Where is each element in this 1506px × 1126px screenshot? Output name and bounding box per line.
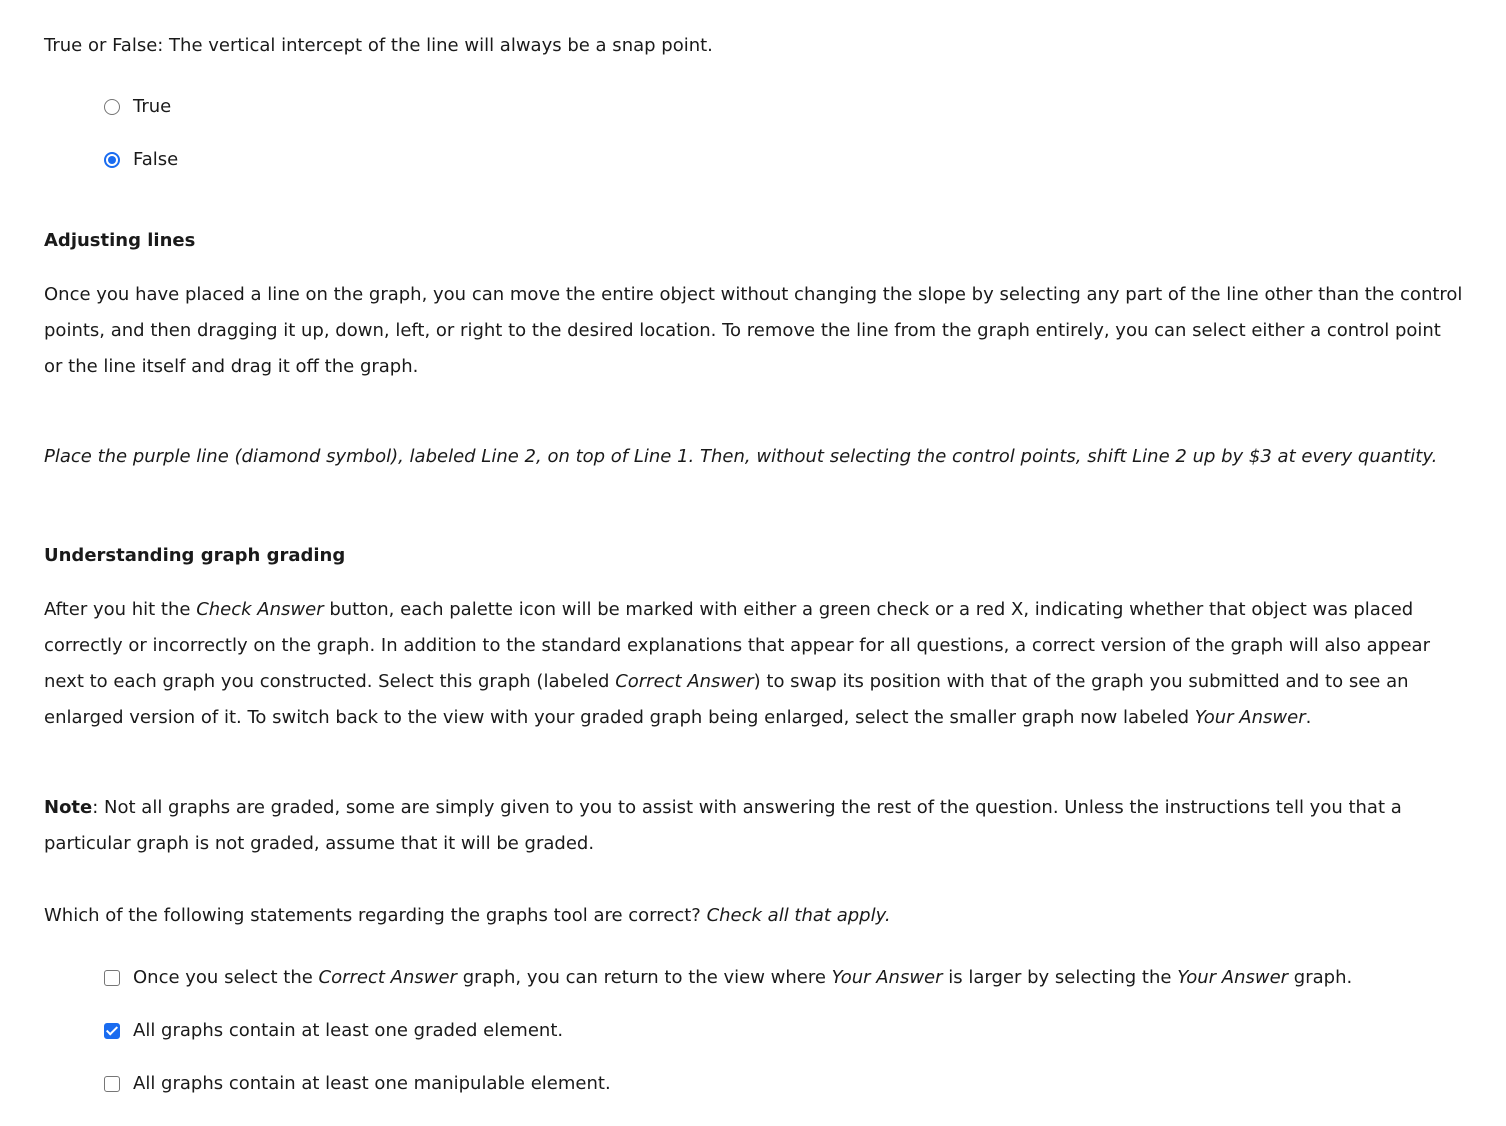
q2-option-1[interactable] — [104, 960, 1352, 996]
option-label: False — [133, 149, 179, 170]
note-label: Note — [44, 797, 93, 818]
q1-option-false[interactable] — [104, 142, 178, 178]
text: ) to swap its position with that of the graph you submitted and to see an enlarged version of it. To switch back to the view with your graded graph being enlarged, select the smaller graph now labeled — [44, 671, 1409, 728]
note-paragraph — [44, 790, 1464, 862]
option-label: Once you select the Correct Answer graph, you can return to the view where Your Answer is larger by selecting the Your Answer graph. — [133, 967, 1353, 988]
q1-option-true[interactable] — [104, 89, 171, 125]
question-text: Which of the following statements regarding the graphs tool are correct? — [44, 905, 707, 926]
section-heading-adjusting-lines: Adjusting lines — [44, 230, 196, 251]
option-label: All graphs contain at least one manipulable element. — [133, 1073, 611, 1094]
grading-paragraph — [44, 592, 1464, 736]
option-label: True — [133, 96, 172, 117]
checkbox-checked[interactable] — [104, 1023, 120, 1039]
q2-option-2[interactable] — [104, 1013, 563, 1049]
text: button, each palette icon will be marked with either a green check or a red X, indicating whether that object was placed correctly or incorrectly on the graph. In addition to the standard explanations that appear for all questions, a correct version of the graph will also appear next to each graph you constructed. Select this graph (labeled — [44, 599, 1430, 692]
text: After you hit the — [44, 599, 197, 620]
q2-option-3[interactable] — [104, 1066, 611, 1102]
option-label: All graphs contain at least one graded element. — [133, 1020, 564, 1041]
section-heading-graph-grading: Understanding graph grading — [44, 545, 346, 566]
note-text: : Not all graphs are graded, some are simply given to you to assist with answering the rest of the question. Unless the instructions tell you that a particular graph is not graded, assume that it will be graded. — [44, 797, 1402, 854]
checkbox[interactable] — [104, 1076, 120, 1092]
your-answer-term: Your Answer — [1194, 707, 1306, 728]
q2-question — [44, 898, 1464, 934]
q1-question: True or False: The vertical intercept of the line will always be a snap point. — [44, 35, 713, 56]
radio-button-selected[interactable] — [104, 152, 120, 168]
checkbox[interactable] — [104, 970, 120, 986]
adjusting-paragraph: Once you have placed a line on the graph, you can move the entire object without changing the slope by selecting any part of the line other than the control points, and then dragging it up, down, left, or right to the desired location. To remove the line from the graph entirely, you can select either a control point or the line itself and drag it off the graph. — [44, 284, 1463, 377]
question-instruction: Check all that apply. — [706, 905, 891, 926]
radio-button[interactable] — [104, 99, 120, 115]
check-answer-term: Check Answer — [196, 599, 324, 620]
correct-answer-term: Correct Answer — [615, 671, 754, 692]
instruction-paragraph: Place the purple line (diamond symbol), labeled Line 2, on top of Line 1. Then, without selecting the control points, shift Line 2 up by $3 at every quantity. — [44, 446, 1438, 467]
text: . — [1305, 707, 1312, 728]
